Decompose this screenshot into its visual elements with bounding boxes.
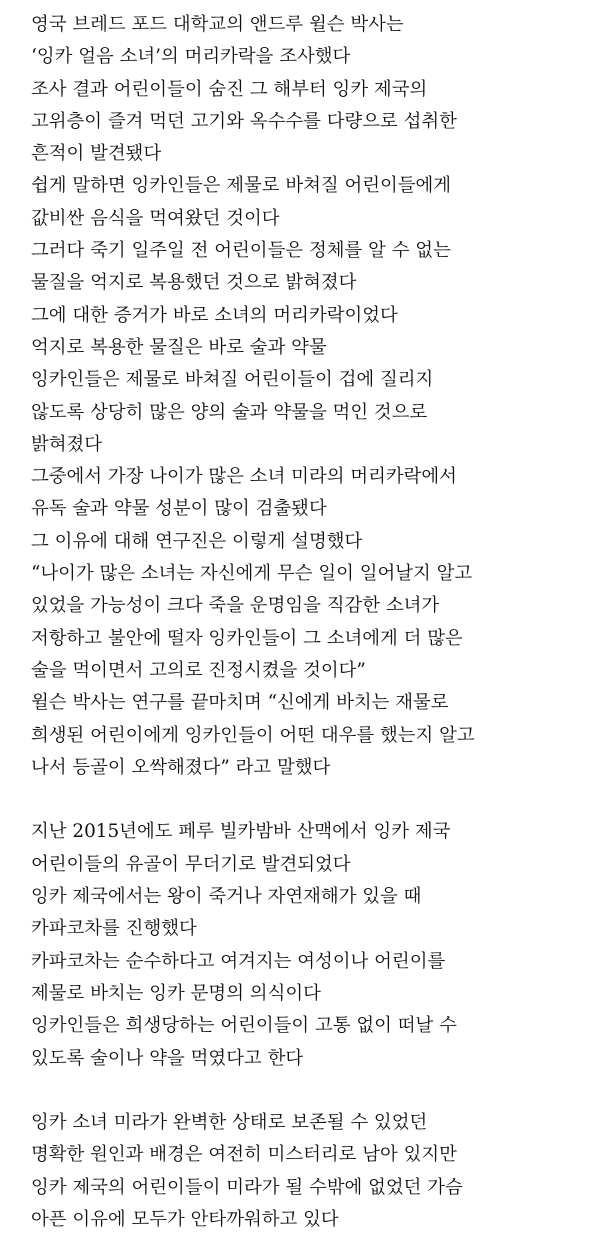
quote-line: 저항하고 불안에 떨자 잉카인들이 그 소녀에게 더 많은 (31, 627, 463, 649)
quote-line: 있었을 가능성이 크다 죽을 운명임을 직감한 소녀가 (31, 595, 440, 617)
text-line: 값비싼 음식을 먹여왔던 것이다 (31, 207, 280, 229)
text-line: 잉카 제국의 어린이들이 미라가 될 수밖에 없었던 가슴 (31, 1176, 463, 1198)
quote-line: “나이가 많은 소녀는 자신에게 무슨 일이 일어날지 알고 (31, 563, 473, 585)
paragraph-gap (31, 1075, 600, 1107)
text-line: 억지로 복용한 물질은 바로 술과 약물 (31, 336, 327, 358)
text-line: 밝혀졌다 (31, 433, 103, 455)
paragraph (31, 1107, 600, 1236)
text-line: 영국 브레드 포드 대학교의 앤드루 윌슨 박사는 (31, 14, 404, 35)
text-line: 카파코차를 진행했다 (31, 918, 197, 940)
paragraph (31, 9, 600, 784)
text-line: 윌슨 박사는 연구를 끝마치며 “신에게 바치는 재물로 (31, 692, 449, 714)
quote-line: 술을 먹이면서 고의로 진정시켰을 것이다” (31, 659, 366, 681)
text-line: 그에 대한 증거가 바로 소녀의 머리카락이었다 (31, 304, 398, 326)
text-line: 아픈 이유에 모두가 안타까워하고 있다 (31, 1208, 339, 1230)
text-line: 고위층이 즐겨 먹던 고기와 옥수수를 다량으로 섭취한 (31, 110, 457, 132)
text-line: 유독 술과 약물 성분이 많이 검출됐다 (31, 498, 327, 520)
text-line: 흔적이 발견됐다 (31, 143, 162, 165)
text-line: 잉카인들은 제물로 바쳐질 어린이들이 겁에 질리지 (31, 369, 434, 391)
text-line: 그러다 죽기 일주일 전 어린이들은 정체를 알 수 없는 (31, 240, 451, 262)
text-line: 잉카인들은 희생당하는 어린이들이 고통 없이 떠날 수 (31, 1015, 457, 1037)
text-line: 그 이유에 대해 연구진은 이렇게 설명했다 (31, 530, 363, 552)
text-line: 잉카 제국에서는 왕이 죽거나 자연재해가 있을 때 (31, 886, 422, 908)
paragraph-gap (31, 784, 600, 816)
text-line: 나서 등골이 오싹해졌다” 라고 말했다 (31, 756, 331, 778)
text-line: 지난 2015년에도 페루 빌카밤바 산맥에서 잉카 제국 (31, 821, 451, 843)
text-line: 희생된 어린이에게 잉카인들이 어떤 대우를 했는지 알고 (31, 724, 475, 746)
text-line: 어린이들의 유골이 무더기로 발견되었다 (31, 853, 351, 875)
text-line: 않도록 상당히 많은 양의 술과 약물을 먹인 것으로 (31, 401, 428, 423)
text-line: 물질을 억지로 복용했던 것으로 밝혀졌다 (31, 272, 357, 294)
text-line: 있도록 술이나 약을 먹였다고 한다 (31, 1047, 304, 1069)
text-line: ‘잉카 얼음 소녀’의 머리카락을 조사했다 (31, 46, 351, 68)
paragraph (31, 816, 600, 1074)
text-line: 카파코차는 순수하다고 여겨지는 여성이나 어린이를 (31, 950, 446, 972)
text-line: 잉카 소녀 미라가 완벽한 상태로 보존될 수 있었던 (31, 1112, 428, 1134)
text-line: 쉽게 말하면 잉카인들은 제물로 바쳐질 어린이들에게 (31, 175, 452, 197)
text-line: 명확한 원인과 배경은 여전히 미스터리로 남아 있지만 (31, 1144, 457, 1166)
text-line: 조사 결과 어린이들이 숨진 그 해부터 잉카 제국의 (31, 78, 428, 100)
text-line: 제물로 바치는 잉카 문명의 의식이다 (31, 982, 321, 1004)
text-line: 그중에서 가장 나이가 많은 소녀 미라의 머리카락에서 (31, 466, 457, 488)
